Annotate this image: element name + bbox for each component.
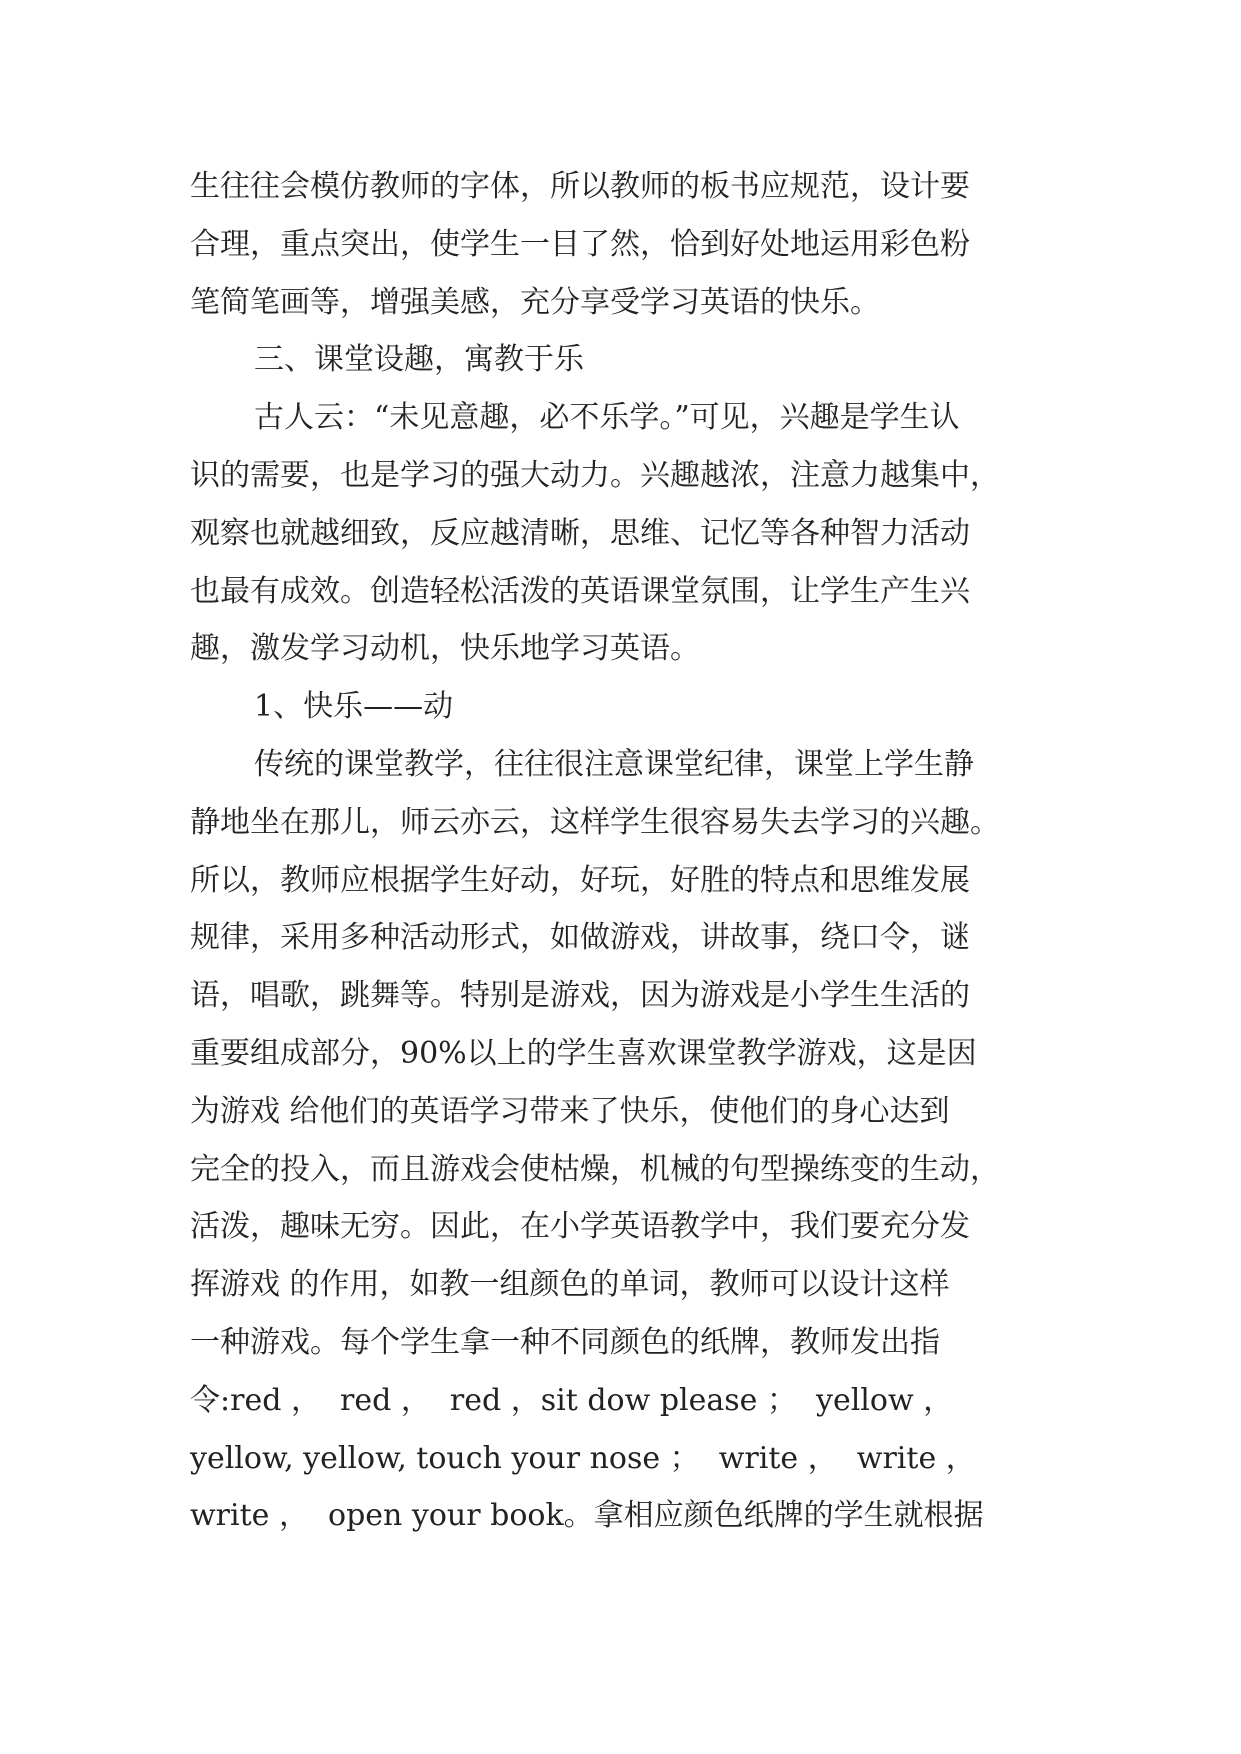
text-line: 一种游戏。每个学生拿一种不同颜色的纸牌，教师发出指: [190, 1324, 940, 1360]
text-line: 观察也就越细致，反应越清晰，思维、记忆等各种智力活动: [190, 515, 970, 551]
text-line: 完全的投入，而且游戏会使枯燥，机械的句型操练变的生动，: [190, 1151, 1000, 1187]
text-line: 活泼，趣味无穷。因此，在小学英语教学中，我们要充分发: [190, 1209, 970, 1245]
text-line: 静地坐在那儿，师云亦云，这样学生很容易失去学习的兴趣。: [190, 804, 1000, 840]
text-line: 合理，重点突出，使学生一目了然，恰到好处地运用彩色粉: [190, 226, 970, 262]
text-line: yellow, yellow, touch your nose ； write ， write ，: [190, 1440, 976, 1476]
text-line: 趣，激发学习动机，快乐地学习英语。: [190, 631, 700, 667]
text-line: 挥游戏 的作用，如教一组颜色的单词，教师可以设计这样: [190, 1267, 950, 1303]
text-line: 也最有成效。创造轻松活泼的英语课堂氛围，让学生产生兴: [190, 573, 970, 609]
text-line: 识的需要，也是学习的强大动力。兴趣越浓，注意力越集中，: [190, 457, 1000, 493]
text-line: 古人云：“未见意趣，必不乐学。”可见，兴趣是学生认: [254, 400, 960, 436]
document-body: [190, 158, 1050, 1545]
text-line: write ， open your book。拿相应颜色纸牌的学生就根据: [190, 1498, 984, 1534]
subsection-heading: 1、快乐——动: [254, 689, 454, 725]
text-line: 为游戏 给他们的英语学习带来了快乐，使他们的身心达到: [190, 1093, 950, 1129]
text-line: 令:red ， red ， red ，sit dow please ； yellow ，: [190, 1382, 954, 1418]
text-line: 重要组成部分，90%以上的学生喜欢课堂教学游戏，这是因: [190, 1035, 977, 1071]
text-line: 生往往会模仿教师的字体，所以教师的板书应规范，设计要: [190, 169, 970, 204]
section-heading: 三、课堂设趣，寓教于乐: [254, 342, 584, 378]
text-line: 所以，教师应根据学生好动，好玩，好胜的特点和思维发展: [190, 862, 970, 898]
text-line: 传统的课堂教学，往往很注意课堂纪律，课堂上学生静: [254, 746, 974, 782]
text-line: 规律，采用多种活动形式，如做游戏，讲故事，绕口令，谜: [190, 920, 970, 956]
text-line: 语，唱歌，跳舞等。特别是游戏，因为游戏是小学生生活的: [190, 978, 970, 1014]
text-line: 笔简笔画等，增强美感，充分享受学习英语的快乐。: [190, 284, 880, 320]
